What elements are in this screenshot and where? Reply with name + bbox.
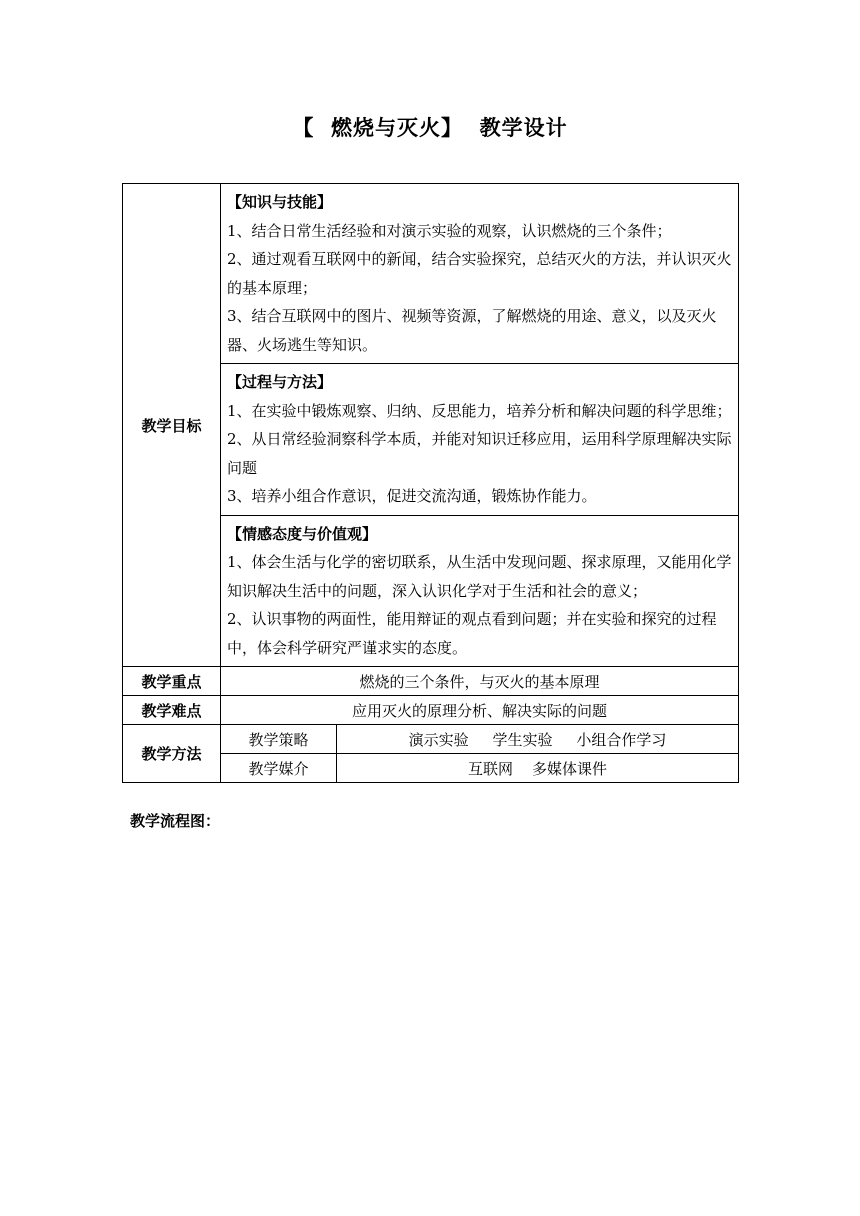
difficulties-row [123, 696, 739, 725]
goal-item: 2、认识事物的两面性，能用辩证的观点看到问题；并在实验和探究的过程中，体会科学研究严谨求实的态度。 [227, 610, 717, 657]
goal-item: 3、结合互联网中的图片、视频等资源，了解燃烧的用途、意义，以及灭火器、火场逃生等知识。 [227, 307, 717, 354]
goal-item: 2、通过观看互联网中的新闻，结合实验探究，总结灭火的方法，并认识灭火的基本原理； [227, 250, 732, 297]
media-value: 互联网 多媒体课件 [337, 754, 739, 783]
goal-item: 1、在实验中锻炼观察、归纳、反思能力，培养分析和解决问题的科学思维； [227, 401, 732, 420]
difficulties-header: 教学难点 [123, 696, 221, 725]
strategy-value: 演示实验 学生实验 小组合作学习 [337, 725, 739, 754]
goals-header: 教学目标 [123, 184, 221, 667]
goal-item: 1、体会生活与化学的密切联系，从生活中发现问题、探求原理，又能用化学知识解决生活中的问题，深入认识化学对于生活和社会的意义； [227, 553, 732, 600]
goals-knowledge-cell [221, 184, 739, 364]
strategy-label: 教学策略 [221, 725, 337, 754]
teaching-plan-table [122, 183, 739, 783]
goals-process-cell [221, 364, 739, 516]
media-label: 教学媒介 [221, 754, 337, 783]
document-title: 【 燃烧与灭火】 教学设计 [292, 116, 568, 140]
goal-item: 2、从日常经验洞察科学本质，并能对知识迁移应用，运用科学原理解决实际问题 [227, 430, 732, 477]
goals-row-knowledge [123, 184, 739, 364]
flow-chart-label: 教学流程图： [130, 812, 221, 830]
section-heading-attitude: 【情感态度与价值观】 [227, 524, 378, 543]
key-points-row [123, 667, 739, 696]
goals-attitude-cell [221, 515, 739, 667]
key-points-header: 教学重点 [123, 667, 221, 696]
methods-header: 教学方法 [123, 725, 221, 783]
difficulties-value: 应用灭火的原理分析、解决实际的问题 [221, 696, 739, 725]
methods-strategy-row [123, 725, 739, 754]
goal-item: 3、培养小组合作意识，促进交流沟通，锻炼协作能力。 [227, 487, 597, 505]
section-heading-knowledge: 【知识与技能】 [227, 193, 333, 211]
goal-item: 1、结合日常生活经验和对演示实验的观察，认识燃烧的三个条件； [227, 221, 672, 240]
section-heading-process: 【过程与方法】 [227, 373, 333, 391]
key-points-value: 燃烧的三个条件，与灭火的基本原理 [221, 667, 739, 696]
